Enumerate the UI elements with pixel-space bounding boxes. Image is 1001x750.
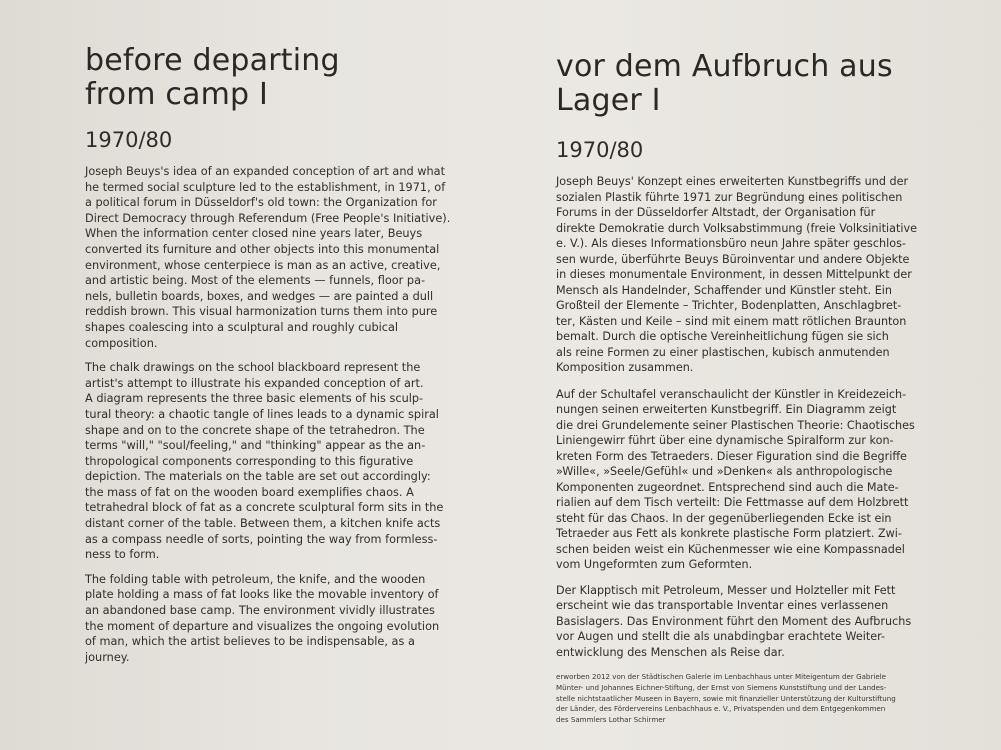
text-line: composition. xyxy=(85,336,158,350)
german-paragraph-1 xyxy=(556,174,917,376)
english-paragraph-3 xyxy=(85,572,445,666)
text-line: shapes coalescing into a sculptural and roughly cubical xyxy=(85,320,399,334)
text-line: Komponenten zugeordnet. Entsprechend sind auch die Mate- xyxy=(556,480,899,494)
text-line: thropological components corresponding to this figurative xyxy=(85,454,414,468)
text-line: in dieses monumentale Environment, in dessen Mittelpunkt der xyxy=(556,268,912,281)
text-line: Forums in der Düsseldorfer Altstadt, der Organisation für xyxy=(556,206,876,219)
german-title-line: vor dem Aufbruch aus xyxy=(556,49,893,84)
text-line: Joseph Beuys's idea of an expanded conception of art and what xyxy=(85,165,446,178)
text-line: Liniengewirr führt über eine dynamische Spiralform zur kon- xyxy=(556,434,894,447)
text-line: nels, bulletin boards, boxes, and wedges — are painted a dull xyxy=(85,289,434,303)
text-line: and artistic being. Most of the elements — funnels, floor pa- xyxy=(85,274,426,288)
text-line: Tetraeder aus Fett als konkrete plastische Form platziert. Zwi- xyxy=(556,527,902,540)
text-line: Der Klapptisch mit Petroleum, Messer und Holzteller mit Fett xyxy=(556,583,896,597)
text-line: converted its furniture and other objects into this monumental xyxy=(85,242,440,256)
english-year: 1970/80 xyxy=(85,128,173,152)
german-label-column xyxy=(556,0,917,726)
text-line: a political forum in Düsseldorf's old town: the Organization for xyxy=(85,196,437,210)
english-label-column xyxy=(85,0,451,665)
text-line: A diagram represents the three basic elements of his sculp- xyxy=(85,392,424,406)
credit-line: erworben 2012 von der Städtischen Galerie im Lenbachhaus unter Miteigentum der Gabriele xyxy=(556,672,887,681)
text-line: sen wurde, überführte Beuys Büroinventar und andere Objekte xyxy=(556,252,910,266)
german-year: 1970/80 xyxy=(556,138,644,162)
text-line: terms "will," "soul/feeling," and "thinking" appear as the an- xyxy=(85,439,426,453)
text-line: Direct Democracy through Referendum (Free People's Initiative). xyxy=(85,211,451,225)
text-line: as a compass needle of sorts, pointing the way from formless- xyxy=(85,532,438,546)
credit-line: stelle nichtstaatlicher Museen in Bayern, sowie mit finanzieller Unterstützung der Kulturstiftung xyxy=(556,693,896,703)
text-line: plate holding a mass of fat looks like the movable inventory of xyxy=(85,588,439,602)
text-line: Basislagers. Das Environment führt den Moment des Aufbruchs xyxy=(556,614,912,628)
acquisition-credit xyxy=(556,672,901,726)
english-title-line: from camp I xyxy=(85,77,269,112)
text-line: an abandoned base camp. The environment vividly illustrates xyxy=(85,604,435,618)
text-line: Joseph Beuys' Konzept eines erweiterten Kunstbegriffs und der xyxy=(556,175,909,188)
text-line: The chalk drawings on the school blackboard represent the xyxy=(85,361,421,375)
text-line: environment, whose centerpiece is man as an active, creative, xyxy=(85,258,441,272)
credit-line: der Länder, des Fördervereins Lenbachhaus e. V., Privatspenden und dem Entgegenkommen xyxy=(556,704,886,714)
text-line: kreten Form des Tetraeders. Dieser Figuration sind die Begriffe xyxy=(556,449,907,463)
text-line: shape and on to the concrete shape of the tetrahedron. The xyxy=(85,423,425,437)
text-line: ness to form. xyxy=(85,548,160,562)
german-paragraph-3 xyxy=(556,583,912,661)
text-line: he termed social sculpture led to the establishment, in 1971, of xyxy=(85,180,446,194)
text-line: Auf der Schultafel veranschaulicht der Künstler in Kreidezeich- xyxy=(556,387,907,401)
text-line: the moment of departure and visualizes the ongoing evolution xyxy=(85,619,440,633)
text-line: journey. xyxy=(85,650,130,664)
german-title-line: Lager I xyxy=(556,83,661,118)
text-line: ter, Kästen und Keile – sind mit einem matt rötlichen Braunton xyxy=(556,314,907,328)
text-line: entwicklung des Menschen als Reise dar. xyxy=(556,645,785,659)
text-line: Komposition zusammen. xyxy=(556,361,694,374)
english-title-line: before departing xyxy=(85,43,340,78)
text-line: of man, which the artist believes to be indispensable, as a xyxy=(85,635,415,649)
english-title xyxy=(85,44,445,112)
credit-line: des Sammlers Lothar Schirmer xyxy=(556,715,666,725)
text-line: tetrahedral block of fat as a concrete sculptural form sits in the xyxy=(85,501,444,515)
text-line: vor Augen und stellt die als unabdingbar erachtete Weiter- xyxy=(556,630,886,643)
text-line: sozialen Plastik führte 1971 zur Begründung eines politischen xyxy=(556,190,903,204)
english-paragraph-1 xyxy=(85,164,451,351)
text-line: depiction. The materials on the table are set out accordingly: xyxy=(85,470,431,484)
text-line: direkte Demokratie durch Volksabstimmung (freie Volksinitiative xyxy=(556,221,917,235)
text-line: »Wille«, »Seele/Gefühl« und »Denken« als anthropologische xyxy=(556,465,893,478)
text-line: reddish brown. This visual harmonization turns them into pure xyxy=(85,305,438,319)
text-line: nungen seinen erweiterten Kunstbegriff. Ein Diagramm zeigt xyxy=(556,403,897,416)
text-line: die drei Grundelemente seiner Plastischen Theorie: Chaotisches xyxy=(556,418,915,432)
text-line: When the information center closed nine years later, Beuys xyxy=(85,227,423,241)
english-paragraph-2 xyxy=(85,360,445,563)
text-line: tural theory: a chaotic tangle of lines leads to a dynamic spiral xyxy=(85,407,439,421)
text-line: Großteil der Elemente – Trichter, Bodenplatten, Anschlagbret- xyxy=(556,299,902,312)
text-line: steht für das Chaos. In der gegenüberliegenden Ecke ist ein xyxy=(556,511,892,525)
text-line: vom Ungeformten zum Geformten. xyxy=(556,558,753,571)
text-line: rialien auf dem Tisch verteilt: Die Fettmasse auf dem Holzbrett xyxy=(556,496,909,509)
text-line: bemalt. Durch die optische Vereinheitlichung fügen sie sich xyxy=(556,330,889,343)
text-line: the mass of fat on the wooden board exemplifies chaos. A xyxy=(85,485,414,499)
credit-line: Münter- und Johannes Eichner-Stiftung, der Ernst von Siemens Kunststiftung und der Landes- xyxy=(556,682,887,692)
text-line: schen beiden weist ein Küchenmesser wie eine Kompassnadel xyxy=(556,542,905,556)
text-line: artist's attempt to illustrate his expanded conception of art. xyxy=(85,376,424,390)
text-line: erscheint wie das transportable Inventar eines verlassenen xyxy=(556,599,889,612)
text-line: als reine Formen zu einer plastischen, kubisch anmutenden xyxy=(556,345,890,359)
text-line: Mensch als Handelnder, Schaffender und Künstler steht. Ein xyxy=(556,283,892,297)
german-title xyxy=(556,50,901,118)
german-paragraph-2 xyxy=(556,387,915,573)
text-line: e. V.). Als dieses Informationsbüro neun Jahre später geschlos- xyxy=(556,237,906,250)
text-line: distant corner of the table. Between them, a kitchen knife acts xyxy=(85,517,441,531)
text-line: The folding table with petroleum, the knife, and the wooden xyxy=(85,572,426,586)
